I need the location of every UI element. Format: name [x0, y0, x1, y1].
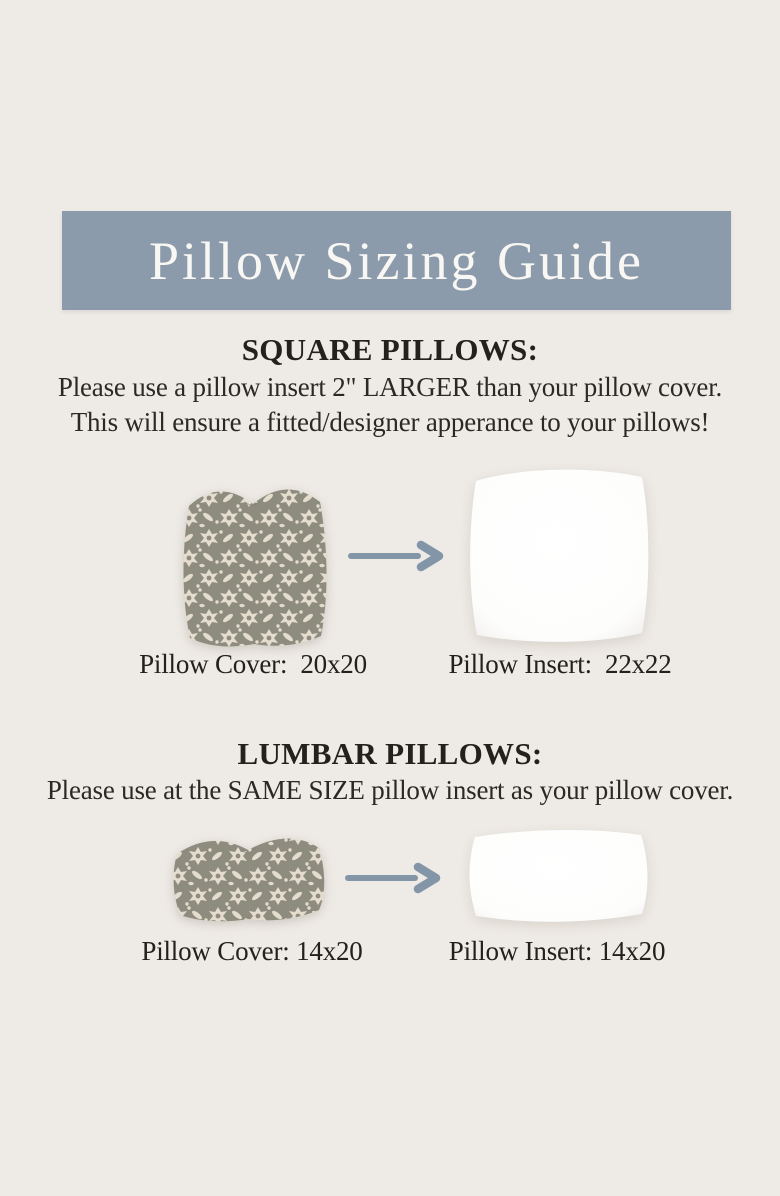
lumbar-pillow-cover-image [168, 826, 329, 926]
square-pillow-insert-image [464, 461, 653, 647]
lumbar-cover-size-label: Pillow Cover: 14x20 [141, 936, 363, 966]
square-insert-size-label: Pillow Insert: 22x22 [448, 649, 672, 679]
lumbar-insert-size-label: Pillow Insert: 14x20 [448, 936, 666, 966]
lumbar-pillows-heading: LUMBAR PILLOWS: [237, 736, 543, 771]
right-arrow-icon [348, 540, 446, 572]
square-pillow-cover-image [179, 468, 329, 648]
page-title: Pillow Sizing Guide [148, 230, 644, 291]
title-banner [62, 211, 731, 310]
square-cover-size-label: Pillow Cover: 20x20 [139, 649, 367, 679]
lumbar-pillows-instruction-line-1: Please use at the SAME SIZE pillow insert as your pillow cover. [46, 775, 734, 805]
right-arrow-icon [345, 862, 443, 894]
square-pillows-heading: SQUARE PILLOWS: [241, 332, 539, 367]
lumbar-pillow-insert-image [463, 825, 652, 926]
square-pillows-instruction-line-2: This will ensure a fitted/designer apperance to your pillows! [70, 407, 710, 437]
square-pillows-instruction-line-1: Please use a pillow insert 2" LARGER than your pillow cover. [57, 372, 723, 402]
